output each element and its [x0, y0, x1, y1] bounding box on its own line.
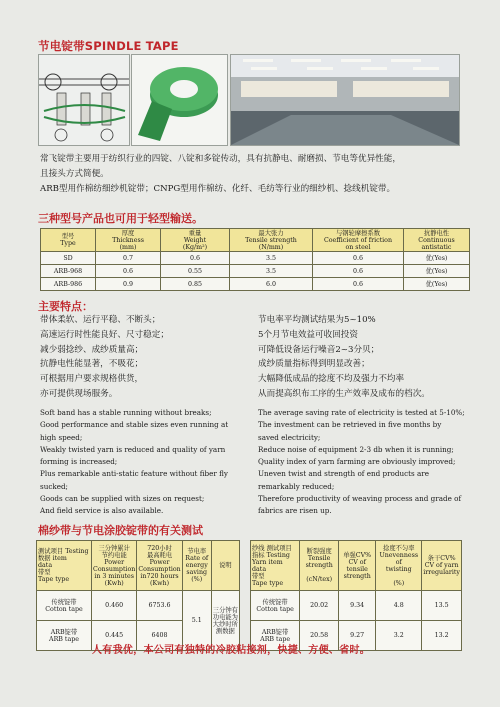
col-header-antistatic: 抗静电性 Continuous antistatic	[404, 229, 470, 252]
table-row: ARB-968 0.6 0.55 3.5 0.6 优(Yes)	[41, 265, 470, 278]
feature-item-en: forming is increased;	[40, 457, 118, 467]
benefit-item-en: Quality index of yarn farming are obviously improved;	[258, 457, 456, 467]
benefit-item-en: The average saving rate of electricity is tested at 5-10%;	[258, 408, 465, 417]
col-header-twist: 捻度不匀率 Unevenness of twisting (%)	[376, 541, 422, 591]
benefit-item: 5个月节电效益可收回投资	[258, 329, 358, 340]
benefit-item-en: Therefore productivity of weaving process and grade of	[258, 494, 462, 504]
col-header-friction: 与钢轮摩擦系数 Coefficient of friction on steel	[313, 229, 404, 252]
intro-line: ARB型用作棉纺细纱机锭带；CNPG型用作棉纺、化纤、毛纺等行业的细纱机、捻线机锭带。	[40, 184, 396, 194]
features-list-zh	[40, 313, 250, 402]
feature-item-en: Plus remarkable anti-static feature without fiber fly	[40, 469, 228, 479]
feature-item-en: high speed;	[40, 432, 83, 442]
corner-header: 测试项目 Testing 数据 item data 带型 Tape type	[37, 541, 92, 591]
feature-item: 高速运行时性能良好、尺寸稳定；	[40, 329, 169, 340]
benefit-item: 从而提高织布工序的生产效率及成布的档次。	[258, 388, 430, 399]
section-heading-tests: 棉纱带与节电涂胶锭带的有关测试	[38, 524, 203, 537]
col-header-thickness: 厚度 Thickness (mm)	[96, 229, 161, 252]
tape-roll-image	[131, 54, 228, 146]
page-title: 节电锭带SPINDLE TAPE	[38, 39, 179, 53]
benefit-item-en: saved electricity;	[258, 432, 321, 442]
feature-item-en: sucked;	[40, 481, 68, 491]
col-header-type: 型号 Type	[41, 229, 96, 252]
table-row: ARB锭带 ARB tape 20.58 9.27 3.2 13.2	[251, 621, 462, 651]
intro-line: 常飞锭带主要用于纺织行业的四锭、八锭和多锭传动，具有抗静电、耐磨损、节电等优异性能，	[40, 154, 401, 164]
table-row: ARB-986 0.9 0.85 6.0 0.6 优(Yes)	[41, 278, 470, 291]
saving-rate-cell: 5.1	[182, 591, 211, 651]
feature-item: 抗静电性能显著，不吸花；	[40, 359, 144, 370]
benefit-item-en: Reduce noise of equipment 2-3 db when it is running;	[258, 444, 454, 454]
feature-item-en: Weakly twisted yarn is reduced and quality of yarn	[40, 444, 226, 454]
intro-line: 且接头方式简便。	[40, 169, 109, 179]
benefit-item: 可降低设备运行噪音2~3分贝；	[258, 344, 380, 355]
benefits-list-zh	[258, 313, 473, 402]
feature-item-en: Good performance and stable sizes even running at	[40, 420, 229, 430]
benefits-list-en	[258, 407, 473, 518]
feature-item-en: And field service is also available.	[40, 506, 164, 516]
feature-item: 带体柔软、运行平稳、不断头；	[40, 315, 161, 325]
benefit-item: 大幅降低成品的捻度不均及强力不均率	[258, 374, 405, 385]
spinning-mill-image	[230, 54, 460, 146]
spindle-diagram-image	[38, 54, 130, 146]
benefit-item-en: Uneven twist and strength of end products are	[258, 469, 429, 479]
col-header-tensile: 最大张力 Tensile strength (N/mm)	[230, 229, 313, 252]
col-header-note: 说明	[211, 541, 239, 591]
specs-table	[40, 228, 470, 291]
col-header-irregularity: 条干CV% CV of yarn irregularity	[422, 541, 462, 591]
energy-test-table	[36, 540, 240, 651]
col-header-3min: 三分钟累计 节约电能 Power Consumption in 3 minutes (Kwh)	[92, 541, 137, 591]
feature-item-en: Goods can be supplied with sizes on request;	[40, 494, 205, 504]
table-row: 传统锭带 Cotton tape 20.02 9.34 4.8 13.5	[251, 591, 462, 621]
feature-item: 可根据用户要求规格供货，	[40, 374, 144, 385]
benefit-item: 节电率平均测试结果为5~10%	[258, 315, 376, 325]
benefit-item-en: remarkably reduced;	[258, 481, 335, 491]
section-heading-features: 主要特点：	[38, 300, 93, 313]
corner-header: 纱线 测试项目 指标 Testing Yarn item data 带型 Tape type	[251, 541, 300, 591]
col-header-rate: 节电率 Rate of energy saving (%)	[182, 541, 211, 591]
table-row: ARB锭带 ARB tape 0.445 6408	[37, 621, 240, 651]
footer-slogan: 人有我优，本公司有独特的冷胶粘接剂，快捷、方便、省时。	[92, 645, 371, 656]
yarn-test-table	[250, 540, 462, 651]
intro-paragraph	[40, 152, 470, 197]
table-row: 传统锭带 Cotton tape 0.460 6753.6 5.1 三分钟有 功电能为 大纱时所 测数据	[37, 591, 240, 621]
benefit-item-en: The investment can be retrieved in five months by	[258, 420, 442, 430]
section-heading-models: 三种型号产品也可用于轻型输送。	[38, 212, 203, 225]
benefit-item: 成纱质量指标得到明显改善；	[258, 359, 370, 370]
feature-item: 减少弱捻纱、成纱质量高；	[40, 344, 144, 355]
feature-item-en: Soft band has a stable running without breaks;	[40, 408, 212, 417]
col-header-weight: 重量 Weight (Kg/m²)	[161, 229, 230, 252]
table-row: SD 0.7 0.6 3.5 0.6 优(Yes)	[41, 252, 470, 265]
col-header-720h: 720小时 最高耗电 Power Consumption in720 hours (Kwh)	[137, 541, 182, 591]
features-list-en	[40, 407, 250, 518]
feature-item: 亦可提供现场服务。	[40, 388, 118, 399]
col-header-cv-strength: 单强CV% CV of tensile strength	[339, 541, 376, 591]
col-header-strength: 断裂强度 Tensile strength (cN/tex)	[300, 541, 339, 591]
benefit-item-en: fabrics are risen up.	[258, 506, 332, 516]
note-cell: 三分钟有 功电能为 大纱时所 测数据	[211, 591, 239, 651]
